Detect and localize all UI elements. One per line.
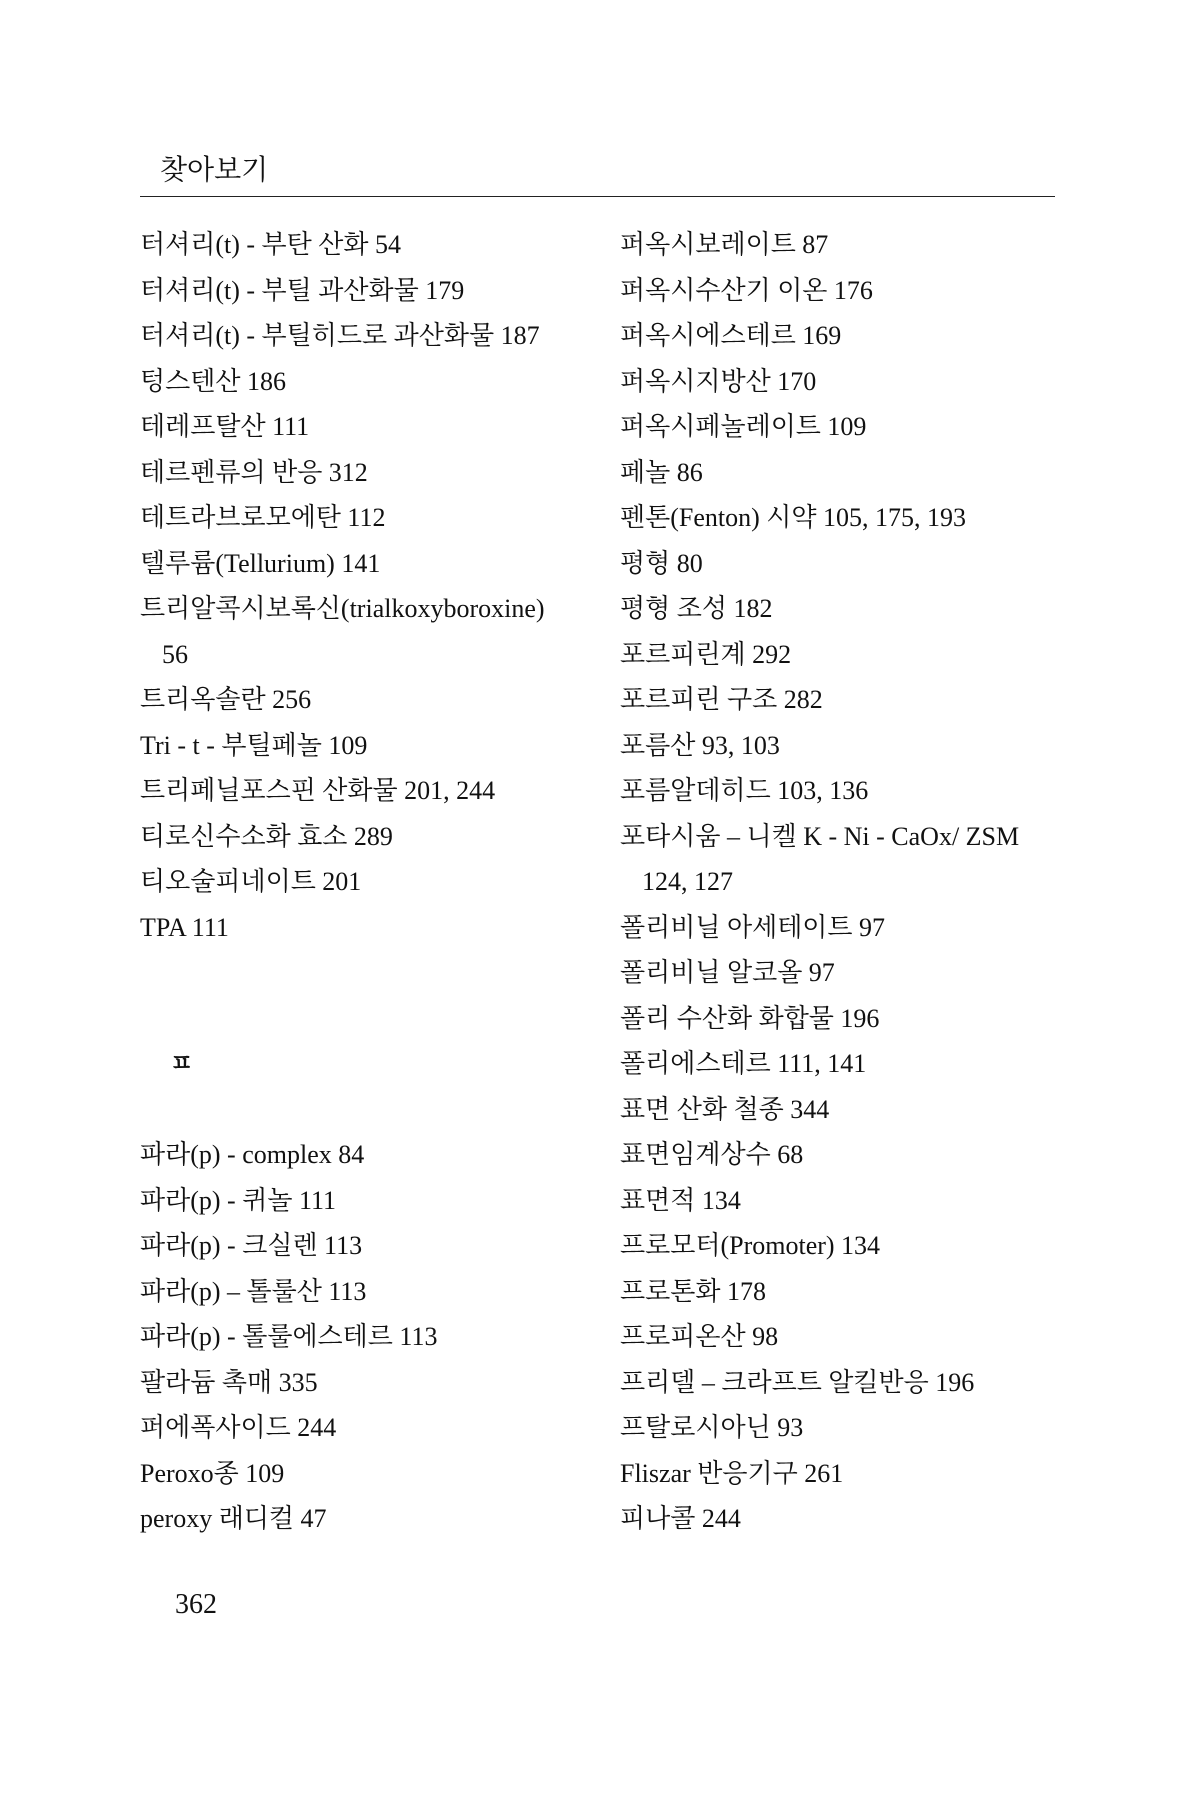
- index-entry: peroxy 래디컬 47: [140, 1504, 327, 1533]
- index-entry: 프탈로시아닌 93: [620, 1413, 804, 1442]
- index-entry: 프로모터(Promoter) 134: [620, 1231, 881, 1260]
- index-entry: 퍼옥시페놀레이트 109: [620, 412, 867, 441]
- index-entry: 피나콜 244: [620, 1504, 741, 1533]
- index-entry: 포름산 93, 103: [620, 730, 780, 760]
- header-rule: [140, 196, 1055, 197]
- index-entry: 트리옥솔란 256: [140, 685, 312, 714]
- index-entry: Fliszar 반응기구 261: [620, 1458, 844, 1488]
- index-entry: 터셔리(t) - 부탄 산화 54: [140, 230, 402, 259]
- index-entry: 펜톤(Fenton) 시약 105, 175, 193: [620, 503, 967, 532]
- index-entry: 폴리비닐 아세테이트 97: [620, 912, 886, 942]
- index-entry: 퍼옥시지방산 170: [620, 366, 817, 396]
- index-entry: 포타시움 – 니켈 K - Ni - CaOx/ ZSM: [620, 821, 1020, 851]
- index-entry: 팔라듐 촉매 335: [140, 1367, 318, 1397]
- index-entry: 퍼에폭사이드 244: [140, 1413, 337, 1442]
- index-entry: 파라(p) – 톨룰산 113: [140, 1276, 367, 1306]
- blank-line: [140, 1087, 610, 1133]
- index-entry: Tri - t - 부틸페놀 109: [140, 730, 368, 760]
- index-entry: 퍼옥시수산기 이온 176: [620, 275, 873, 305]
- index-entry: 텅스텐산 186: [140, 366, 286, 396]
- index-entry: TPA 111: [140, 912, 229, 942]
- index-entry: 티로신수소화 효소 289: [140, 821, 393, 851]
- page-number: 362: [175, 1589, 217, 1620]
- index-entry: 터셔리(t) - 부틸 과산화물 179: [140, 275, 465, 305]
- index-entry: 파라(p) - 톨룰에스테르 113: [140, 1322, 438, 1351]
- index-entry: 폴리에스테르 111, 141: [620, 1049, 867, 1078]
- index-entry: 퍼옥시에스테르 169: [620, 321, 842, 350]
- index-entry: 평형 80: [620, 548, 703, 578]
- index-entry: 프리델 – 크라프트 알킬반응 196: [620, 1367, 975, 1397]
- index-entry: 테르펜류의 반응 312: [140, 457, 368, 487]
- index-entry: 파라(p) - complex 84: [140, 1140, 365, 1169]
- blank-line: [140, 950, 610, 996]
- index-entry: 포름알데히드 103, 136: [620, 776, 869, 805]
- index-entry: 텔루륨(Tellurium) 141: [140, 548, 381, 578]
- index-entry-continuation: 56: [162, 639, 188, 669]
- index-entry: 파라(p) - 크실렌 113: [140, 1231, 363, 1260]
- index-entry: 포르피린계 292: [620, 639, 792, 669]
- index-entry: 표면적 134: [620, 1185, 741, 1215]
- index-column-left: [140, 222, 610, 1542]
- index-entry: 트리페닐포스핀 산화물 201, 244: [140, 776, 496, 805]
- index-entry: 프로피온산 98: [620, 1322, 779, 1351]
- index-entry: 폴리 수산화 화합물 196: [620, 1003, 880, 1033]
- page-header: 찾아보기: [160, 153, 269, 186]
- index-entry: 터셔리(t) - 부틸히드로 과산화물 187: [140, 321, 540, 350]
- index-entry: 테트라브로모에탄 112: [140, 503, 386, 532]
- section-heading: ㅍ: [170, 1049, 194, 1077]
- index-entry: 평형 조성 182: [620, 594, 773, 623]
- index-entry: 폴리비닐 알코올 97: [620, 958, 835, 987]
- index-entry: 표면임계상수 68: [620, 1140, 804, 1169]
- index-entry-continuation: 124, 127: [642, 867, 733, 896]
- index-entry: 트리알콕시보록신(trialkoxyboroxine): [140, 594, 545, 623]
- index-entry: 포르피린 구조 282: [620, 685, 823, 714]
- index-entry: 페놀 86: [620, 457, 703, 487]
- index-column-right: [620, 222, 1060, 1542]
- index-entry: Peroxo종 109: [140, 1458, 285, 1488]
- index-entry: 퍼옥시보레이트 87: [620, 230, 829, 259]
- index-entry: 파라(p) - 퀴놀 111: [140, 1185, 337, 1215]
- blank-line: [140, 996, 610, 1042]
- index-entry: 테레프탈산 111: [140, 412, 310, 441]
- index-entry: 표면 산화 철종 344: [620, 1094, 830, 1124]
- index-entry: 프로톤화 178: [620, 1276, 766, 1306]
- index-entry: 티오술피네이트 201: [140, 867, 362, 896]
